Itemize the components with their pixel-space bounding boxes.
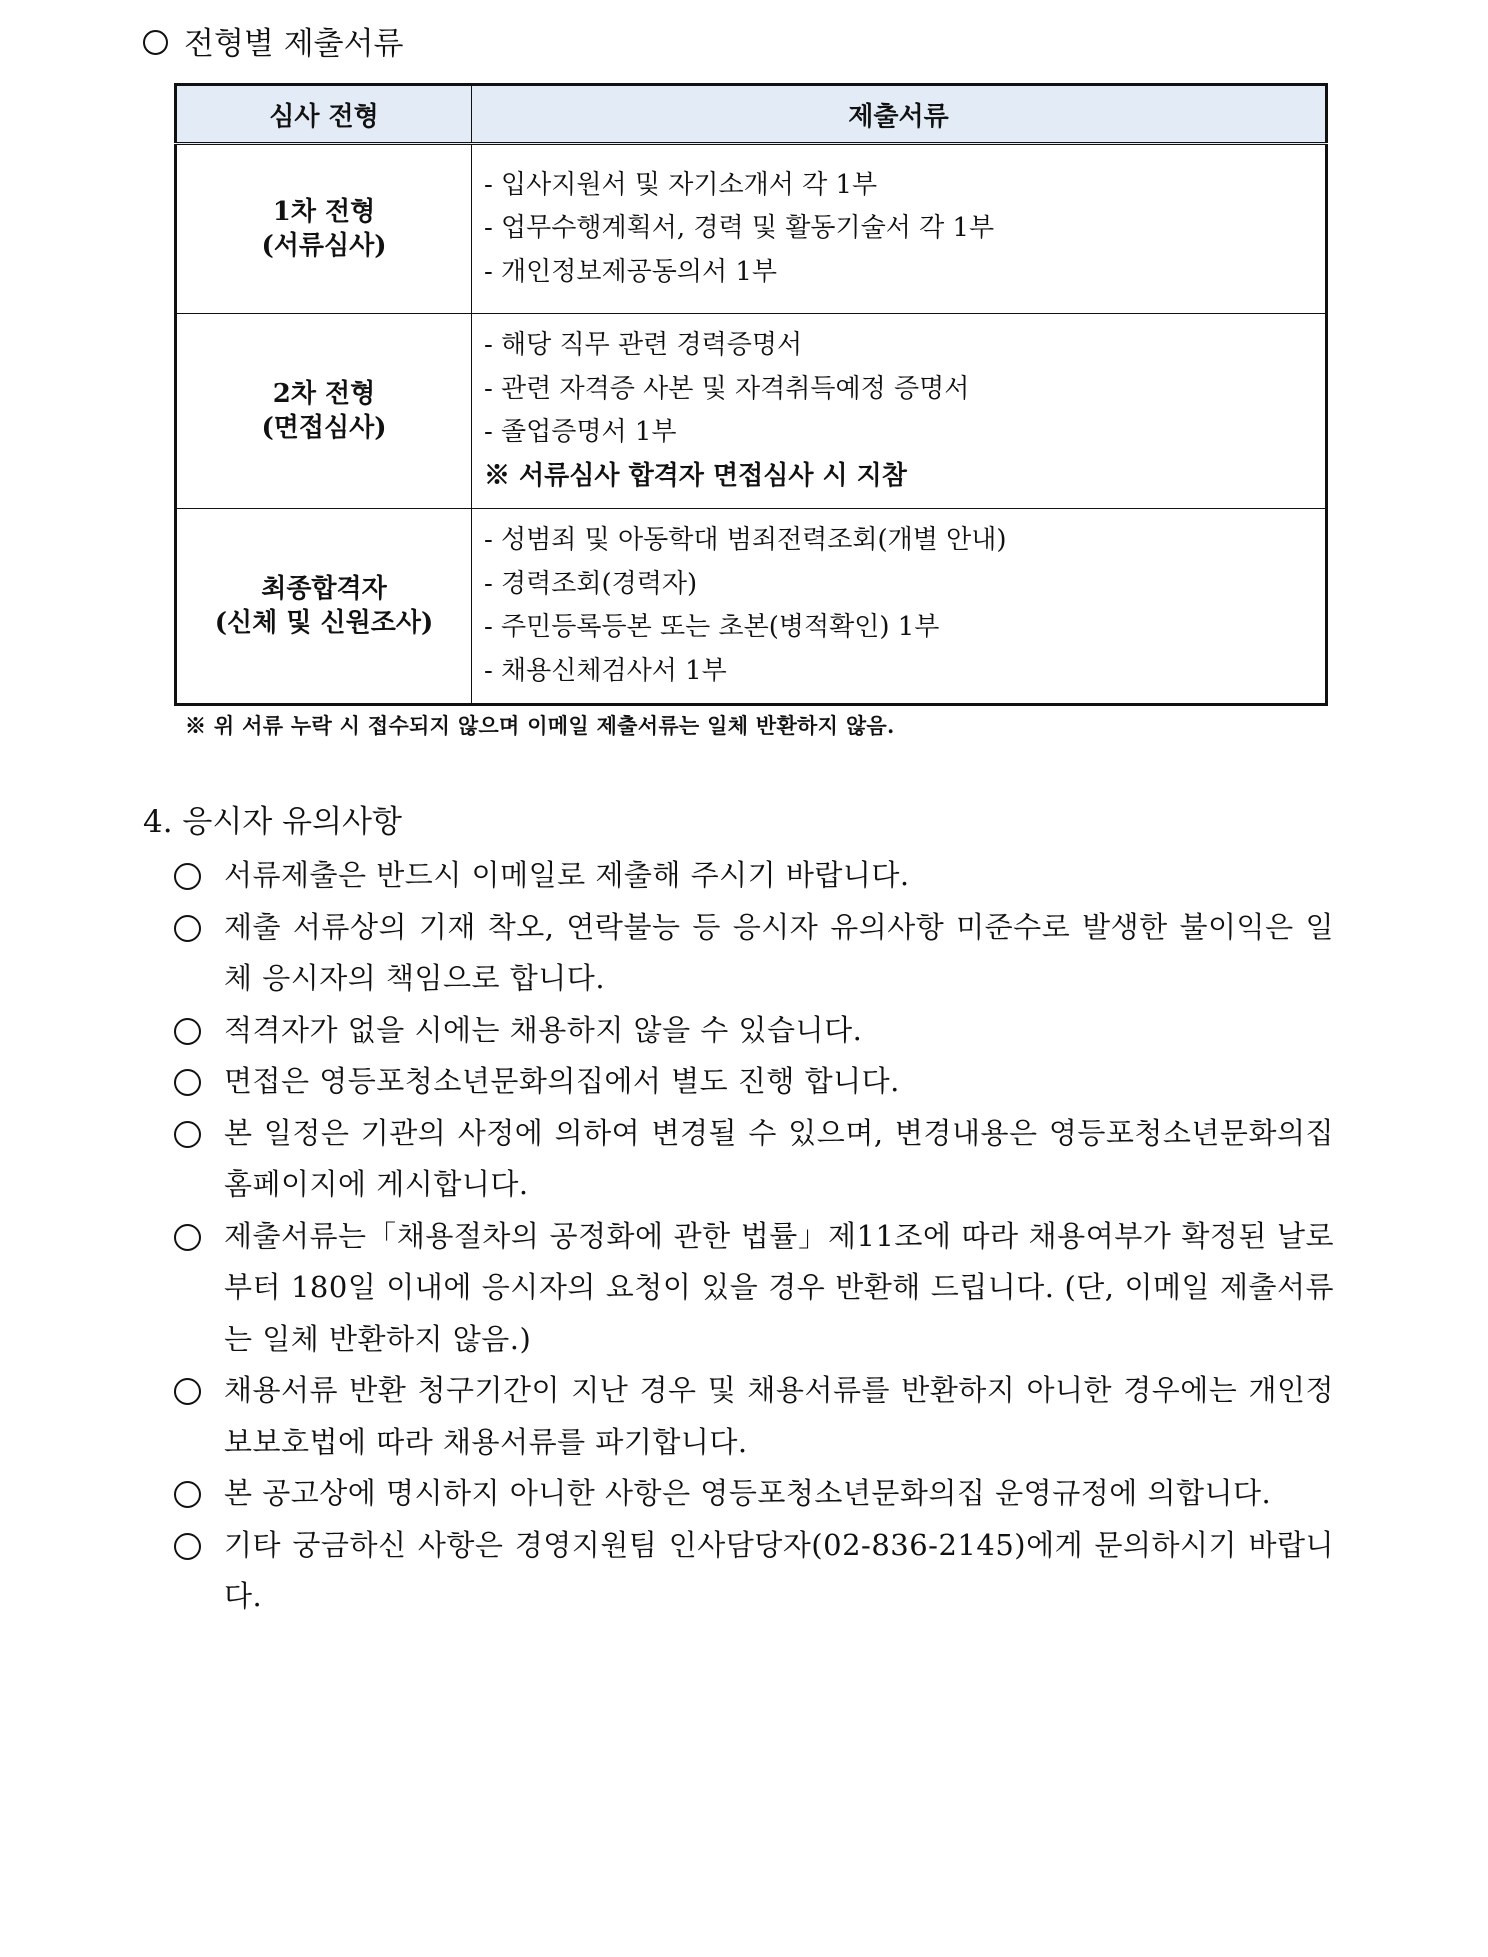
note-item: [174, 1468, 1334, 1520]
document-item: - 졸업증명서 1부: [484, 417, 677, 447]
circle-bullet-icon: [174, 1481, 201, 1508]
column-header-stage: 심사 전형: [176, 85, 472, 144]
documents-cell: [472, 509, 1327, 705]
document-item: - 해당 직무 관련 경력증명서: [484, 330, 803, 360]
document-item: - 성범죄 및 아동학대 범죄전력조회(개별 안내): [484, 525, 1007, 555]
notes-list: [174, 850, 1334, 1623]
stage-name: 최종합격자: [261, 574, 387, 604]
stage-subtitle: (신체 및 신원조사): [214, 608, 434, 638]
table-footnote: ※ 위 서류 누락 시 접수되지 않으며 이메일 제출서류는 일체 반환하지 않음.: [185, 713, 895, 738]
document-item: - 주민등록등본 또는 초본(병적확인) 1부: [484, 612, 940, 642]
stage-cell: [176, 144, 472, 314]
note-text: 본 공고상에 명시하지 아니한 사항은 영등포청소년문화의집 운영규정에 의합니다.: [224, 1476, 1272, 1510]
document-note: ※ 서류심사 합격자 면접심사 시 지참: [484, 460, 907, 491]
circle-bullet-icon: [174, 1121, 201, 1148]
document-item: - 업무수행계획서, 경력 및 활동기술서 각 1부: [484, 213, 995, 244]
stage-name: 1차 전형: [272, 197, 376, 227]
stage-subtitle: (서류심사): [261, 231, 387, 261]
note-text: 채용서류 반환 청구기간이 지난 경우 및 채용서류를 반환하지 아니한 경우에는 개인정보보호법에 따라 채용서류를 파기합니다.: [224, 1373, 1334, 1459]
stage-cell: [176, 509, 472, 705]
note-text: 서류제출은 반드시 이메일로 제출해 주시기 바랍니다.: [224, 858, 910, 892]
section-heading: [143, 22, 403, 66]
note-item: [174, 1211, 1334, 1366]
note-text: 제출서류는「채용절차의 공정화에 관한 법률」제11조에 따라 채용여부가 확정된 날로부터 180일 이내에 응시자의 요청이 있을 경우 반환해 드립니다. (단, 이메일 제출서류는 일체 반환하지 않음.): [224, 1218, 1334, 1356]
circle-bullet-icon: [143, 30, 168, 55]
note-item: [174, 850, 1334, 902]
circle-bullet-icon: [174, 1069, 201, 1096]
documents-cell: [472, 314, 1327, 509]
note-item: [174, 1108, 1334, 1211]
note-text: 본 일정은 기관의 사정에 의하여 변경될 수 있으며, 변경내용은 영등포청소년문화의집 홈페이지에 게시합니다.: [224, 1115, 1334, 1201]
note-item: [174, 1365, 1334, 1468]
circle-bullet-icon: [174, 1378, 201, 1405]
table-row: [176, 509, 1327, 705]
note-text: 면접은 영등포청소년문화의집에서 별도 진행 합니다.: [224, 1064, 900, 1098]
circle-bullet-icon: [174, 1018, 201, 1045]
circle-bullet-icon: [174, 915, 201, 942]
document-item: - 채용신체검사서 1부: [484, 655, 727, 686]
note-text: 적격자가 없을 시에는 채용하지 않을 수 있습니다.: [224, 1012, 863, 1047]
section-title: 4. 응시자 유의사항: [143, 804, 402, 840]
document-item: - 입사지원서 및 자기소개서 각 1부: [484, 169, 878, 200]
circle-bullet-icon: [174, 1224, 201, 1251]
stage-name: 2차 전형: [272, 379, 376, 409]
note-item: [174, 1005, 1334, 1057]
table-row: [176, 144, 1327, 314]
stage-cell: [176, 314, 472, 509]
document-item: - 경력조회(경력자): [484, 568, 698, 599]
note-item: [174, 902, 1334, 1005]
note-item: [174, 1056, 1334, 1108]
note-item: [174, 1520, 1334, 1623]
documents-cell: [472, 144, 1327, 314]
note-text: 제출 서류상의 기재 착오, 연락불능 등 응시자 유의사항 미준수로 발생한 불이익은 일체 응시자의 책임으로 합니다.: [224, 909, 1334, 995]
document-item: - 개인정보제공동의서 1부: [484, 256, 778, 287]
table-header-row: [176, 85, 1327, 144]
note-text: 기타 궁금하신 사항은 경영지원팀 인사담당자(02-836-2145)에게 문의하시기 바랍니다.: [224, 1527, 1334, 1613]
circle-bullet-icon: [174, 863, 201, 890]
column-header-documents: 제출서류: [472, 85, 1327, 144]
stage-subtitle: (면접심사): [261, 413, 387, 443]
table-row: [176, 314, 1327, 509]
document-item: - 관련 자격증 사본 및 자격취득예정 증명서: [484, 373, 970, 404]
documents-table: [174, 83, 1328, 706]
section-heading-text: 전형별 제출서류: [184, 26, 404, 62]
circle-bullet-icon: [174, 1533, 201, 1560]
